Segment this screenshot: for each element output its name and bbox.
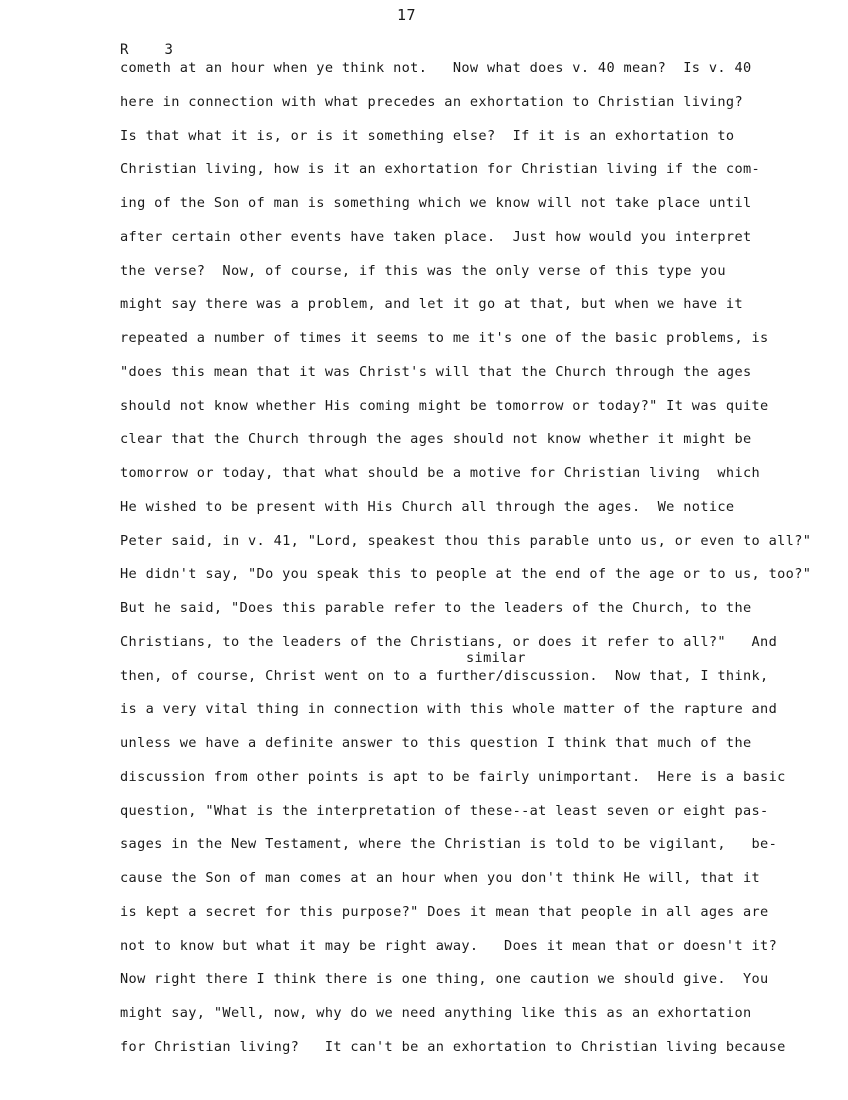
- text-line: "does this mean that it was Christ's will that the Church through the ages: [120, 363, 752, 380]
- text-line: is kept a secret for this purpose?" Does it mean that people in all ages are: [120, 903, 769, 920]
- text-line: unless we have a definite answer to this question I think that much of the: [120, 735, 752, 751]
- handwritten-insertion: similar: [466, 650, 526, 666]
- text-line: repeated a number of times it seems to me it's one of the basic problems, is: [120, 330, 769, 346]
- text-line: should not know whether His coming might be tomorrow or today?" It was quite: [120, 397, 769, 414]
- text-line: ing of the Son of man is something which we know will not take place until: [120, 195, 752, 211]
- text-line: is a very vital thing in connection with this whole matter of the rapture and: [120, 701, 778, 718]
- text-line: might say there was a problem, and let it go at that, but when we have it: [120, 296, 743, 313]
- text-line: then, of course, Christ went on to a further/discussion. Now that, I think,: [120, 667, 769, 684]
- text-line: tomorrow or today, that what should be a motive for Christian living which: [120, 465, 761, 481]
- text-line: Christian living, how is it an exhortation for Christian living if the com-: [120, 161, 761, 178]
- text-line: the verse? Now, of course, if this was the only verse of this type you: [120, 262, 726, 279]
- section-number: 3: [164, 42, 173, 58]
- text-line: for Christian living? It can't be an exhortation to Christian living because: [120, 1038, 786, 1055]
- text-line: But he said, "Does this parable refer to the leaders of the Church, to the: [120, 600, 752, 616]
- text-line: Is that what it is, or is it something else? If it is an exhortation to: [120, 127, 735, 144]
- text-line: cometh at an hour when ye think not. Now what does v. 40 mean? Is v. 40: [120, 60, 752, 76]
- text-line: might say, "Well, now, why do we need anything like this as an exhortation: [120, 1005, 752, 1021]
- text-line: He didn't say, "Do you speak this to people at the end of the age or to us, too?": [120, 566, 812, 583]
- text-line: sages in the New Testament, where the Christian is told to be vigilant, be-: [120, 836, 778, 853]
- text-line: clear that the Church through the ages should not know whether it might be: [120, 431, 752, 448]
- text-line: cause the Son of man comes at an hour when you don't think He will, that it: [120, 870, 761, 886]
- text-line: question, "What is the interpretation of these--at least seven or eight pas-: [120, 802, 769, 819]
- text-line: He wished to be present with His Church all through the ages. We notice: [120, 498, 735, 515]
- text-line: Now right there I think there is one thing, one caution we should give. You: [120, 971, 769, 988]
- text-line: after certain other events have taken place. Just how would you interpret: [120, 228, 752, 245]
- text-line: not to know but what it may be right away. Does it mean that or doesn't it?: [120, 937, 778, 954]
- typed-body-text: [120, 56, 820, 1069]
- text-line: discussion from other points is apt to be fairly unimportant. Here is a basic: [120, 768, 786, 785]
- text-line: Peter said, in v. 41, "Lord, speakest thou this parable unto us, or even to all?": [120, 532, 812, 549]
- text-line: Christians, to the leaders of the Christians, or does it refer to all?" And: [120, 633, 778, 650]
- section-letter: R: [120, 42, 129, 58]
- page-number: 17: [397, 6, 417, 24]
- text-line: here in connection with what precedes an exhortation to Christian living?: [120, 93, 743, 110]
